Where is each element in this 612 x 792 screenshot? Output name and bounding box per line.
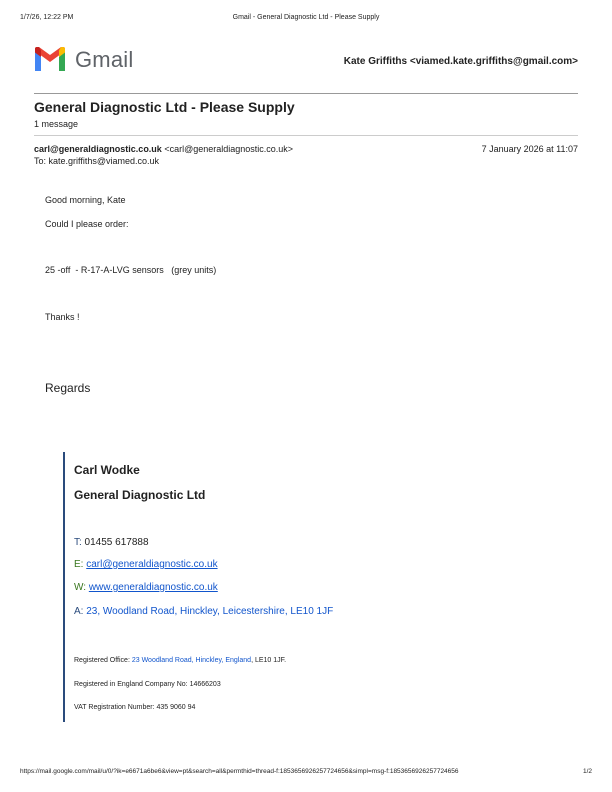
- address-label: A:: [74, 606, 84, 617]
- company-number: Registered in England Company No: 14666203: [74, 681, 221, 688]
- signature-email: [74, 559, 218, 570]
- message-count: 1 message: [34, 119, 79, 129]
- print-page-number: 1/2: [582, 768, 592, 775]
- body-regards: Regards: [45, 381, 91, 395]
- print-datetime: 1/7/26, 12:22 PM: [20, 14, 74, 21]
- signature-company: General Diagnostic Ltd: [74, 488, 206, 502]
- signature-address: [74, 606, 333, 617]
- reg-office-postcode: , LE10 1JF.: [251, 657, 287, 664]
- registered-office: [74, 657, 286, 664]
- signature-web: [74, 582, 218, 593]
- message-to: To: kate.griffiths@viamed.co.uk: [34, 156, 160, 166]
- body-thanks: Thanks !: [45, 312, 80, 322]
- message-date: 7 January 2026 at 11:07: [481, 144, 578, 154]
- body-greeting: Good morning, Kate: [45, 195, 126, 205]
- print-title: Gmail - General Diagnostic Ltd - Please Supply: [232, 14, 380, 21]
- signature-name: Carl Wodke: [74, 463, 140, 477]
- signature-web-link[interactable]: www.generaldiagnostic.co.uk: [88, 582, 218, 593]
- gmail-logo: [33, 45, 133, 75]
- signature-phone: [74, 537, 149, 548]
- email-label: E:: [74, 559, 84, 570]
- signature-bar: [63, 452, 65, 722]
- phone-value: 01455 617888: [81, 537, 149, 548]
- from-email: carl@generaldiagnostic.co.uk: [34, 144, 162, 154]
- web-label: W:: [74, 582, 87, 593]
- thread-divider: [34, 135, 578, 136]
- phone-label: T:: [74, 537, 82, 548]
- signature-email-link[interactable]: carl@generaldiagnostic.co.uk: [86, 559, 218, 570]
- body-order-line: 25 -off - R-17-A-LVG sensors (grey units): [45, 265, 217, 275]
- gmail-m-icon: [33, 47, 67, 73]
- gmail-logo-text: Gmail: [75, 47, 134, 72]
- signature-address-link[interactable]: 23, Woodland Road, Hinckley, Leicestershire, LE10 1JF: [86, 606, 334, 617]
- body-request: Could I please order:: [45, 219, 129, 229]
- vat-number: VAT Registration Number: 435 9060 94: [74, 704, 196, 711]
- thread-subject: General Diagnostic Ltd - Please Supply: [34, 99, 295, 115]
- reg-office-address[interactable]: 23 Woodland Road, Hinckley, England: [131, 657, 252, 664]
- message-from: [34, 144, 293, 154]
- header-divider: [34, 93, 578, 94]
- from-email-bracket: <carl@generaldiagnostic.co.uk>: [161, 144, 294, 154]
- reg-office-label: Registered Office:: [74, 657, 132, 664]
- print-footer-url: https://mail.google.com/mail/u/0/?ik=e6671a6be6&view=pt&search=all&permthid=thread-f:1853656926257724656&simpl=msg-f:1853656926257724656: [20, 768, 459, 775]
- account-label: Kate Griffiths <viamed.kate.griffiths@gmail.com>: [343, 56, 578, 67]
